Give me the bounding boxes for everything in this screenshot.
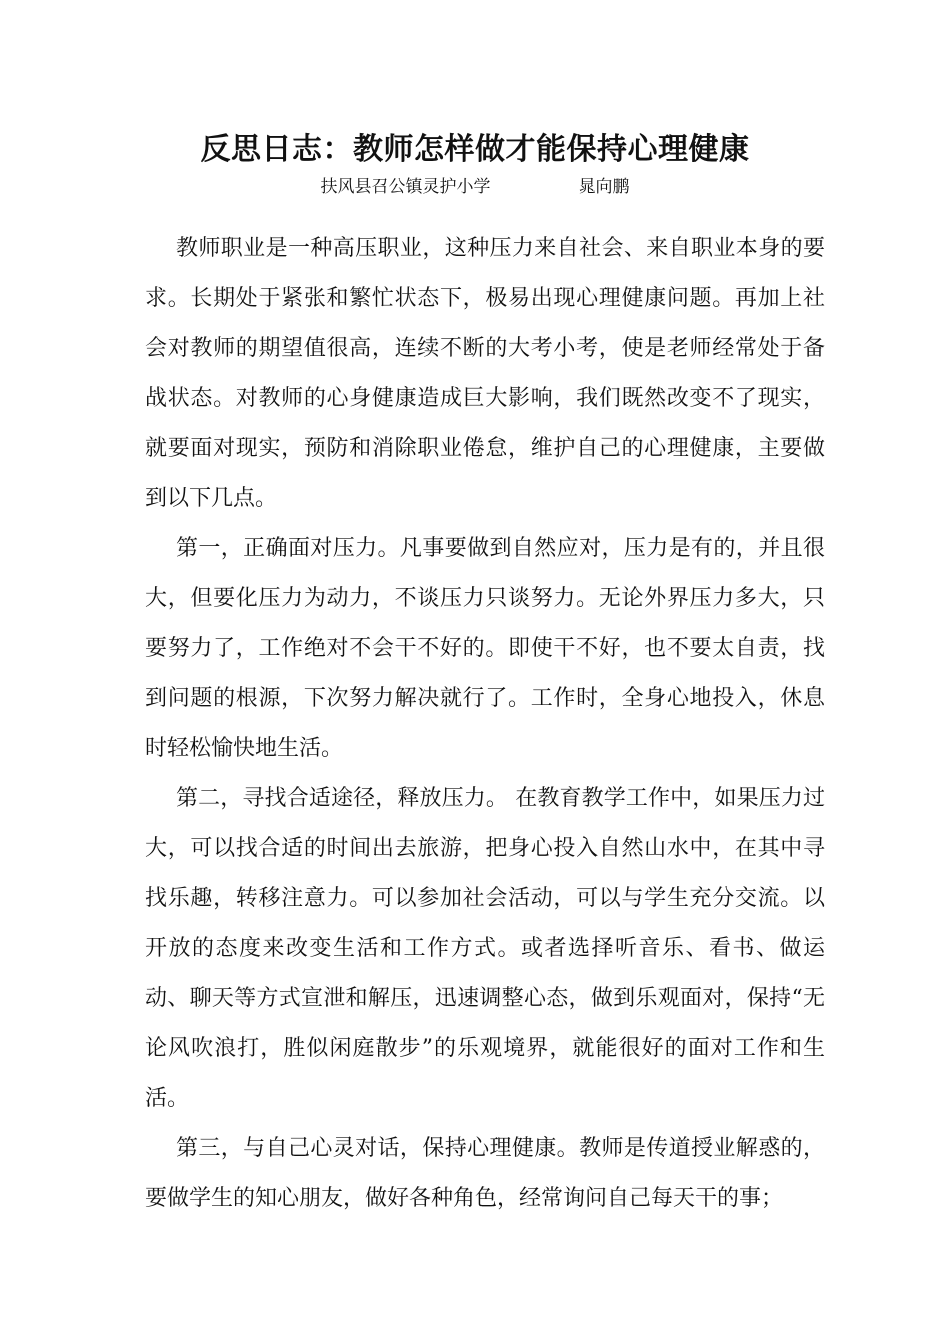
byline [0,174,950,200]
paragraph-third: 第三，与自己心灵对话，保持心理健康。教师是传道授业解惑的，要做学生的知心朋友，做好各种角色，经常询问自己每天干的事； [145,1136,825,1211]
document-body [145,224,825,1224]
author-name: 晁向鹏 [578,177,630,197]
school-name: 扶风县召公镇灵护小学 [320,177,491,197]
paragraph-first: 第一，正确面对压力。凡事要做到自然应对，压力是有的，并且很大，但要化压力为动力，不谈压力只谈努力。无论外界压力多大，只要努力了，工作绝对不会干不好的。即使干不好，也不要太自责，找到问题的根源，下次努力解决就行了。工作时，全身心地投入，休息时轻松愉快地生活。 [145,536,825,761]
paragraph-second: 第二，寻找合适途径，释放压力。 在教育教学工作中，如果压力过大，可以找合适的时间出去旅游，把身心投入自然山水中，在其中寻找乐趣，转移注意力。可以参加社会活动，可以与学生充分交流。以开放的态度来改变生活和工作方式。或者选择听音乐、看书、做运动、聊天等方式宣泄和解压，迅速调整心态，做到乐观面对，保持“无论风吹浪打，胜似闲庭散步”的乐观境界，就能很好的面对工作和生活。 [145,786,825,1111]
document-title: 反思日志：教师怎样做才能保持心理健康 [200,132,750,167]
paragraph-intro: 教师职业是一种高压职业，这种压力来自社会、来自职业本身的要求。长期处于紧张和繁忙状态下，极易出现心理健康问题。再加上社会对教师的期望值很高，连续不断的大考小考，使是老师经常处于备战状态。对教师的心身健康造成巨大影响，我们既然改变不了现实，就要面对现实，预防和消除职业倦怠，维护自己的心理健康，主要做到以下几点。 [145,236,825,511]
